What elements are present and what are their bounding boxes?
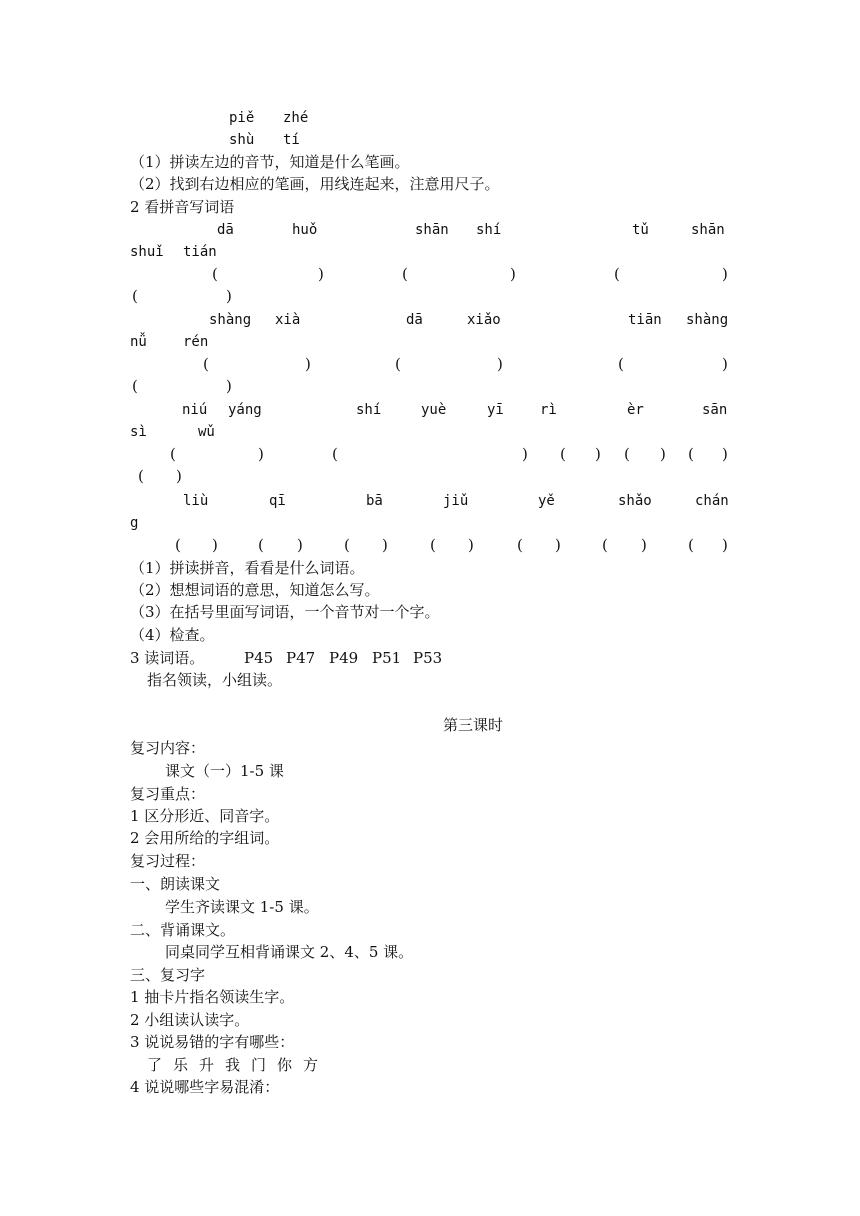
blank-open: (	[614, 265, 620, 283]
blank-close: )	[497, 355, 503, 373]
error-char: 我	[225, 1056, 241, 1074]
blank-open: (	[170, 445, 176, 463]
blank-open: (	[395, 355, 401, 373]
blank-open: (	[402, 265, 408, 283]
pinyin: shān	[415, 222, 449, 238]
blank-close: )	[382, 536, 388, 554]
page-ref: P47	[286, 649, 316, 667]
review-item: 2 小组读认读字。	[130, 1011, 250, 1029]
blank-close: )	[318, 265, 324, 283]
error-char: 你	[277, 1056, 293, 1074]
pinyin: xiǎo	[467, 312, 501, 328]
blank-close: )	[522, 445, 528, 463]
pinyin-ti: tí	[283, 132, 300, 148]
blank-close: )	[212, 536, 218, 554]
blank-open: (	[688, 536, 694, 554]
blank-open: (	[430, 536, 436, 554]
content-text: 课文（一）1-5 课	[165, 762, 284, 780]
page-ref: P45	[244, 649, 274, 667]
blank-open: (	[624, 445, 630, 463]
pinyin: g	[130, 515, 139, 531]
pinyin: shǎo	[618, 493, 652, 509]
section2-step-1: （1）拼读拼音，看看是什么词语。	[130, 559, 365, 577]
blank-close: )	[555, 536, 561, 554]
stroke-step-2: （2）找到右边相应的笔画，用线连起来，注意用尺子。	[130, 175, 500, 193]
pinyin: bā	[366, 493, 383, 509]
blank-close: )	[176, 467, 182, 485]
pinyin: èr	[627, 402, 644, 418]
page-ref: P49	[329, 649, 359, 667]
blank-close: )	[722, 445, 728, 463]
pinyin: yáng	[228, 402, 262, 418]
blank-close: )	[226, 287, 232, 305]
blank-open: (	[203, 355, 209, 373]
page-ref: P51	[372, 649, 402, 667]
pinyin: shān	[691, 222, 725, 238]
error-char: 乐	[173, 1056, 189, 1074]
pinyin: wǔ	[198, 424, 215, 440]
pinyin: sān	[702, 402, 728, 418]
blank-open: (	[560, 445, 566, 463]
page-ref: P53	[413, 649, 443, 667]
blank-close: )	[226, 377, 232, 395]
blank-open: (	[132, 377, 138, 395]
focus-label: 复习重点：	[130, 785, 206, 803]
pinyin: rì	[540, 402, 557, 418]
pinyin: dā	[406, 312, 423, 328]
pinyin: sì	[130, 424, 147, 440]
blank-close: )	[722, 536, 728, 554]
blank-close: )	[660, 445, 666, 463]
blank-close: )	[258, 445, 264, 463]
focus-item: 1 区分形近、同音字。	[130, 807, 280, 825]
pinyin: shàng	[686, 312, 729, 328]
blank-close: )	[595, 445, 601, 463]
blank-close: )	[722, 265, 728, 283]
section2-step-2: （2）想想词语的意思，知道怎么写。	[130, 581, 380, 599]
blank-open: (	[132, 287, 138, 305]
blank-close: )	[297, 536, 303, 554]
blank-close: )	[722, 355, 728, 373]
pinyin: niú	[182, 402, 208, 418]
blank-close: )	[468, 536, 474, 554]
section2-step-4: （4）检查。	[130, 626, 215, 644]
blank-close: )	[510, 265, 516, 283]
content-label: 复习内容：	[130, 739, 206, 757]
blank-open: (	[688, 445, 694, 463]
pinyin-zhe: zhé	[283, 110, 309, 126]
pinyin: jiǔ	[443, 493, 469, 509]
pinyin: shàng	[209, 312, 252, 328]
blank-open: (	[175, 536, 181, 554]
section3-note: 指名领读，小组读。	[147, 671, 283, 689]
blank-open: (	[138, 467, 144, 485]
pinyin: tián	[183, 244, 217, 260]
pinyin: yuè	[421, 402, 447, 418]
pinyin: liù	[183, 493, 209, 509]
process-step-2: 二、背诵课文。	[130, 921, 236, 939]
process-step-1: 一、朗读课文	[130, 875, 221, 893]
pinyin: qī	[269, 493, 286, 509]
pinyin-shu: shù	[229, 132, 255, 148]
blank-open: (	[258, 536, 264, 554]
pinyin: shí	[356, 402, 382, 418]
process-step-2-detail: 同桌同学互相背诵课文 2、4、5 课。	[165, 943, 414, 961]
error-char: 升	[199, 1056, 215, 1074]
pinyin: shuǐ	[130, 244, 164, 260]
stroke-step-1: （1）拼读左边的音节，知道是什么笔画。	[130, 153, 410, 171]
review-item: 3 说说易错的字有哪些：	[130, 1033, 295, 1051]
pinyin: shí	[476, 222, 502, 238]
blank-close: )	[305, 355, 311, 373]
pinyin: xià	[275, 312, 301, 328]
error-char: 方	[303, 1056, 319, 1074]
error-char: 了	[147, 1056, 163, 1074]
pinyin: rén	[183, 334, 209, 350]
pinyin-pie: piě	[229, 110, 255, 126]
review-item: 4 说说哪些字易混淆：	[130, 1078, 280, 1096]
pinyin: chán	[695, 493, 729, 509]
pinyin: tǔ	[632, 222, 649, 238]
error-char: 门	[251, 1056, 267, 1074]
blank-open: (	[602, 536, 608, 554]
pinyin: huǒ	[292, 222, 318, 238]
blank-open: (	[332, 445, 338, 463]
blank-close: )	[641, 536, 647, 554]
process-step-3: 三、复习字	[130, 966, 206, 984]
focus-item: 2 会用所给的字组词。	[130, 829, 280, 847]
section2-heading: 2 看拼音写词语	[130, 198, 235, 216]
pinyin: nǚ	[130, 334, 147, 350]
section3-heading: 3 读词语。	[130, 649, 205, 667]
review-item: 1 抽卡片指名领读生字。	[130, 988, 295, 1006]
blank-open: (	[212, 265, 218, 283]
pinyin: dā	[217, 222, 234, 238]
blank-open: (	[344, 536, 350, 554]
blank-open: (	[618, 355, 624, 373]
process-step-1-detail: 学生齐读课文 1-5 课。	[165, 898, 319, 916]
pinyin: tiān	[628, 312, 662, 328]
lesson-title: 第三课时	[443, 716, 504, 734]
process-label: 复习过程：	[130, 852, 206, 870]
pinyin: yě	[538, 493, 555, 509]
section2-step-3: （3）在括号里面写词语，一个音节对一个字。	[130, 603, 440, 621]
pinyin: yī	[487, 402, 504, 418]
blank-open: (	[517, 536, 523, 554]
